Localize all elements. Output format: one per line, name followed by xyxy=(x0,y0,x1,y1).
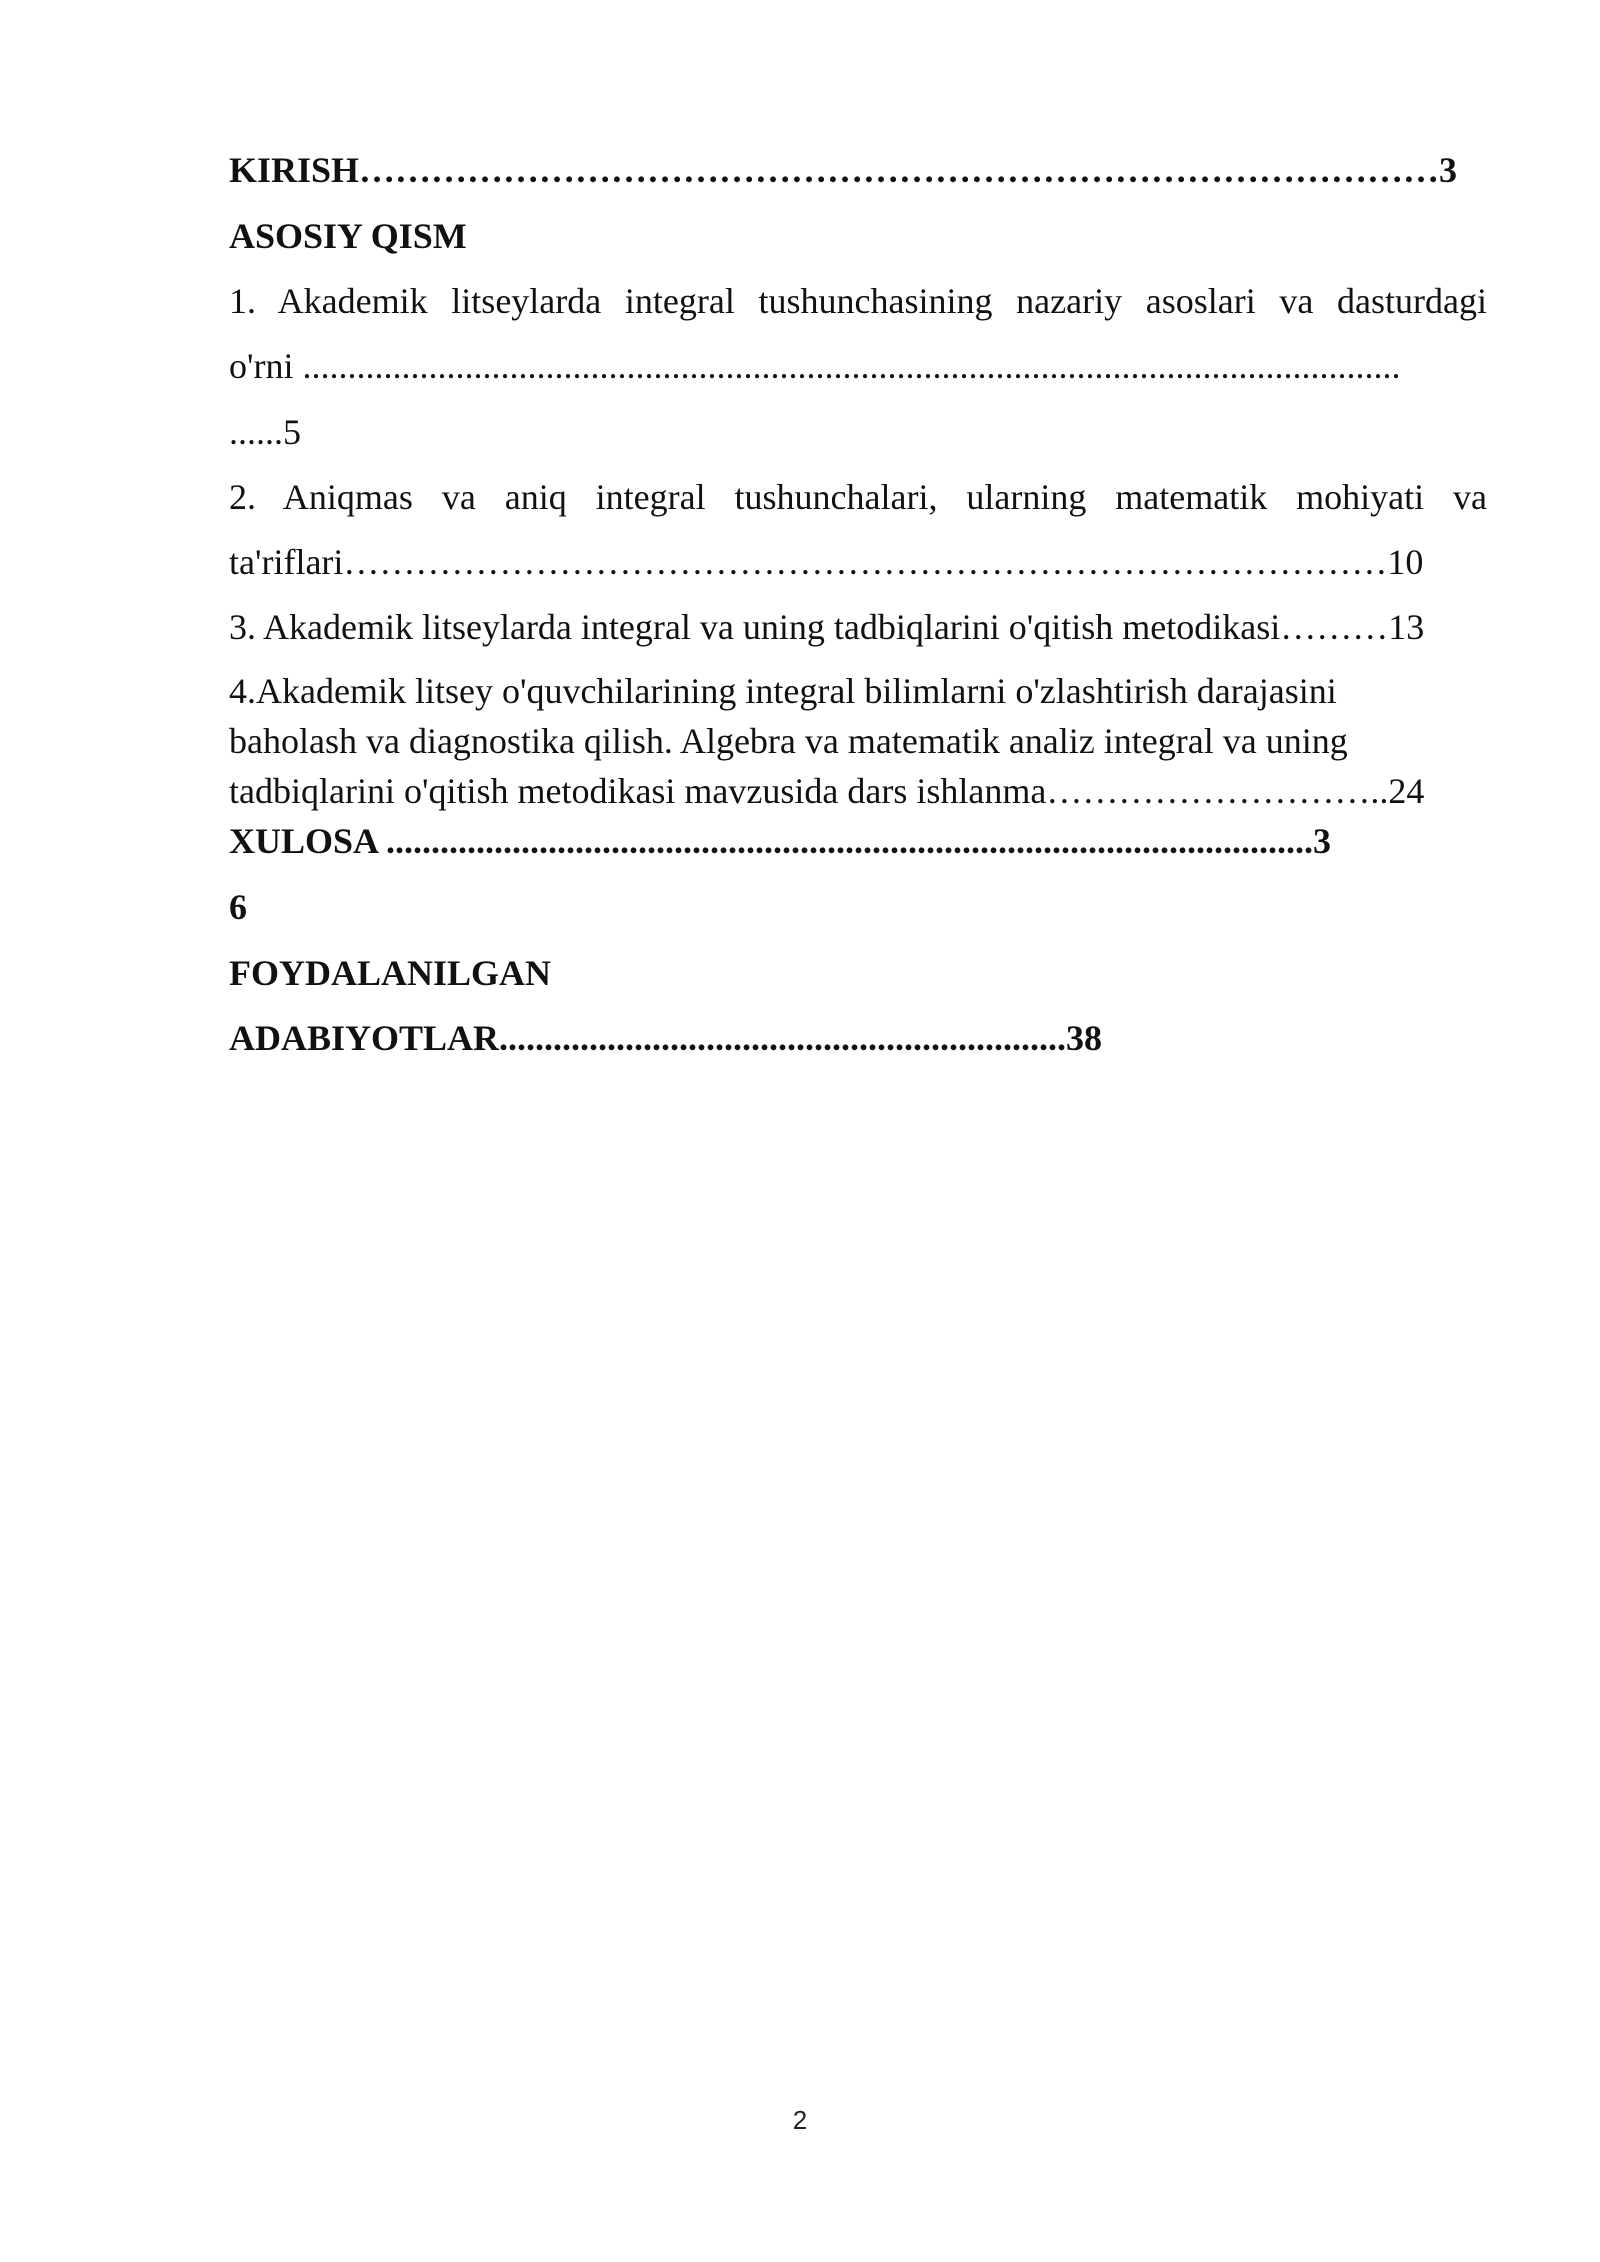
toc-entry-2-line-2: ta'riflari……………………………………………………………………………10 xyxy=(229,542,1424,582)
toc-entry-xulosa-continued: 6 xyxy=(229,887,247,927)
toc-entry-4-line-2: baholash va diagnostika qilish. Algebra va matematik analiz integral va uning xyxy=(229,721,1348,761)
toc-entry-foydalanilgan: FOYDALANILGAN xyxy=(229,953,552,993)
toc-entry-adabiyotlar: ADABIYOTLAR...............................................................38 xyxy=(229,1018,1103,1058)
toc-heading-asosiy-qism: ASOSIY QISM xyxy=(229,216,467,256)
toc-entry-1-line-1: 1. Akademik litseylarda integral tushunchasining nazariy asoslari va dasturdagi xyxy=(229,281,1487,321)
toc-entry-1-line-2: o'rni .......................................................................................................................... xyxy=(229,346,1401,386)
toc-entry-1-line-3: ......5 xyxy=(229,412,301,452)
toc-entry-4-line-1: 4.Akademik litsey o'quvchilarining integral bilimlarni o'zlashtirish darajasini xyxy=(229,671,1337,711)
toc-entry-2-line-1: 2. Aniqmas va aniq integral tushunchalari, ularning matematik mohiyati va xyxy=(229,477,1487,517)
page-number: 2 xyxy=(792,2105,808,2135)
toc-entry-3: 3. Akademik litseylarda integral va uning tadbiqlarini o'qitish metodikasi………13 xyxy=(229,607,1425,647)
toc-entry-xulosa: XULOSA .......................................................................................................3 xyxy=(229,821,1332,861)
toc-entry-4-line-3: tadbiqlarini o'qitish metodikasi mavzusida dars ishlanma………………………..24 xyxy=(229,771,1425,811)
toc-entry-kirish: KIRISH………………………………………………………………………………3 xyxy=(229,150,1458,190)
